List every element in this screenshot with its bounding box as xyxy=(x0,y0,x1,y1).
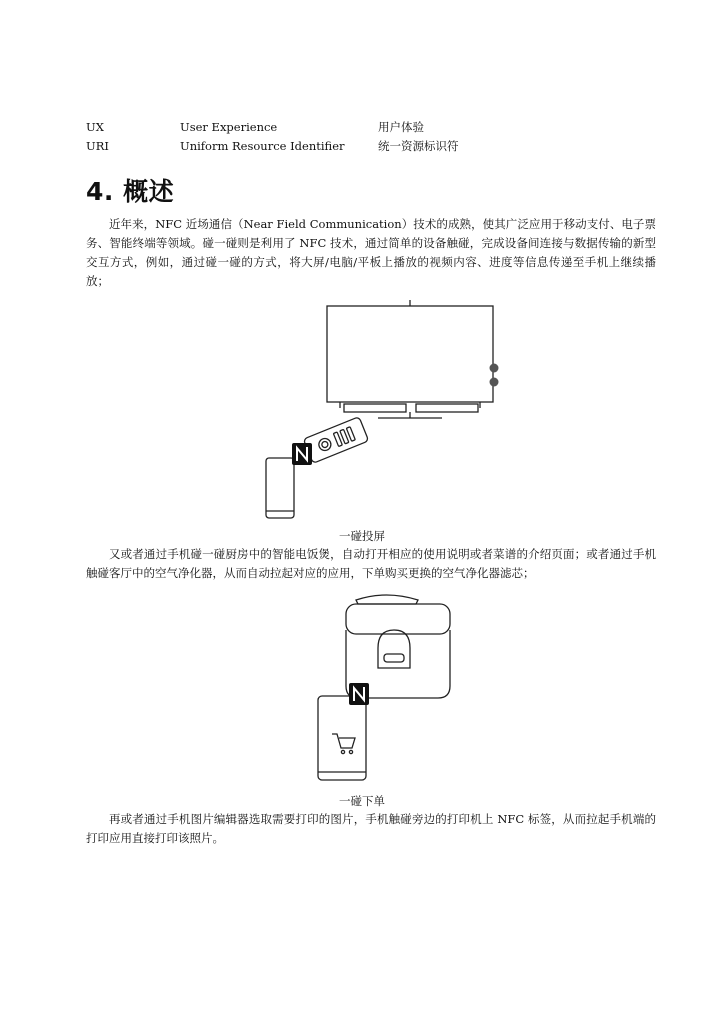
abbr-full: User Experience xyxy=(180,120,278,134)
abbr-zh: 用户体验 xyxy=(378,120,424,134)
shopping-cart-icon xyxy=(332,734,355,754)
remote-control-icon xyxy=(303,417,368,464)
nfc-tag-icon xyxy=(349,683,369,705)
section-title: 4. 概述 xyxy=(86,177,175,206)
rice-cooker-order-illustration xyxy=(310,590,460,786)
abbr-full: Uniform Resource Identifier xyxy=(180,139,345,153)
abbr-zh: 统一资源标识符 xyxy=(378,139,459,153)
tv-screen xyxy=(327,306,493,402)
figure-caption: 一碰投屏 xyxy=(339,529,385,543)
phone-icon xyxy=(266,458,294,518)
nfc-tag-icon xyxy=(292,443,312,465)
abbr-term: URI xyxy=(86,139,109,153)
tv-cast-illustration xyxy=(260,296,510,522)
abbr-term: UX xyxy=(86,120,104,134)
figure-caption: 一碰下单 xyxy=(339,794,385,808)
paragraph-2: 又或者通过手机碰一碰厨房中的智能电饭煲，自动打开相应的使用说明或者菜谱的介绍页面；或者通过手机触碰客厅中的空气净化器，从而自动拉起对应的应用，下单购买更换的空气净化器滤芯； xyxy=(86,547,656,580)
paragraph-3: 再或者通过手机图片编辑器选取需要打印的图片，手机触碰旁边的打印机上 NFC 标签，从而拉起手机端的打印应用直接打印该照片。 xyxy=(86,812,656,845)
cooker-handle xyxy=(356,595,418,604)
paragraph-1: 近年来，NFC 近场通信（Near Field Communication）技术的成熟，使其广泛应用于移动支付、电子票务、智能终端等领域。碰一碰则是利用了 NFC 技术，通过简单的设备触碰，完成设备间连接与数据传输的新型交互方式，例如，通过碰一碰的方式，将大屏/电脑/平板上播放的视频内容、进度等信息传递至手机上继续播放； xyxy=(86,217,656,288)
